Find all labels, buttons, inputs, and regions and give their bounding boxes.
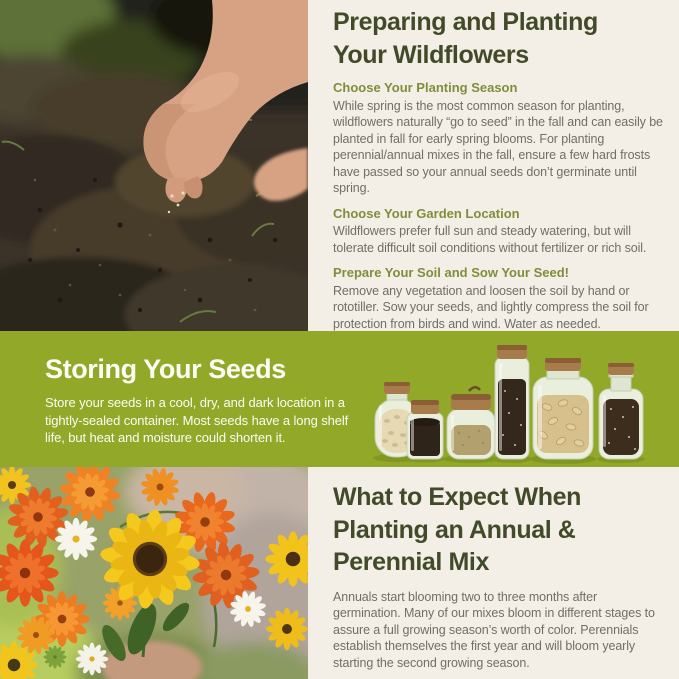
soil-sowing-illustration bbox=[0, 0, 308, 331]
section-what-to-expect bbox=[0, 467, 679, 679]
planting-title: Preparing and Planting Your Wildflowers bbox=[333, 8, 598, 69]
bouquet-photo bbox=[0, 467, 308, 679]
storing-body: Store your seeds in a cool, dry, and dark location in a tightly-sealed container. Most seeds have a long shelf life, but heat and moisture could shorten it. bbox=[45, 395, 349, 446]
seed-jars-photo bbox=[367, 337, 667, 465]
planting-subheading-season: Choose Your Planting Season bbox=[333, 80, 518, 95]
planting-body-season: While spring is the most common season for planting, wildflowers naturally “go to seed” in the fall and can easily be planted in fall for early spring blooms. For planting perennial/annual mixes in the fall, ensure a few hard frosts have passed so your annual seeds don’t germinate until spring. bbox=[333, 98, 663, 196]
planting-body-location: Wildflowers prefer full sun and steady watering, but will tolerate difficult soil conditions without fertilizer or rich soil. bbox=[333, 224, 647, 255]
planting-body-soil: Remove any vegetation and loosen the soil by hand or rototiller. Sow your seeds, and lightly compress the soil for protection from birds and wind. Water as needed. bbox=[333, 283, 649, 331]
storing-title: Storing Your Seeds bbox=[45, 354, 286, 384]
bouquet-illustration bbox=[0, 467, 308, 679]
planting-text-column bbox=[308, 0, 679, 331]
seed-jars-illustration bbox=[367, 337, 667, 465]
planting-subheading-soil: Prepare Your Soil and Sow Your Seed! bbox=[333, 265, 569, 281]
storing-text-block bbox=[45, 353, 361, 447]
soil-sowing-photo bbox=[0, 0, 308, 331]
section-preparing-planting bbox=[0, 0, 679, 331]
expect-title: What to Expect When Planting an Annual & Perennial Mix bbox=[333, 483, 581, 576]
planting-subheading-location: Choose Your Garden Location bbox=[333, 205, 520, 221]
section-storing-seeds bbox=[0, 331, 679, 467]
expect-text-column bbox=[308, 467, 679, 679]
expect-body: Annuals start blooming two to three months after germination. Many of our mixes bloom in different stages to assure a full growing season’s worth of color. Perennials establish themselves the first year and will bloom yearly starting the second growing season. bbox=[333, 589, 655, 670]
